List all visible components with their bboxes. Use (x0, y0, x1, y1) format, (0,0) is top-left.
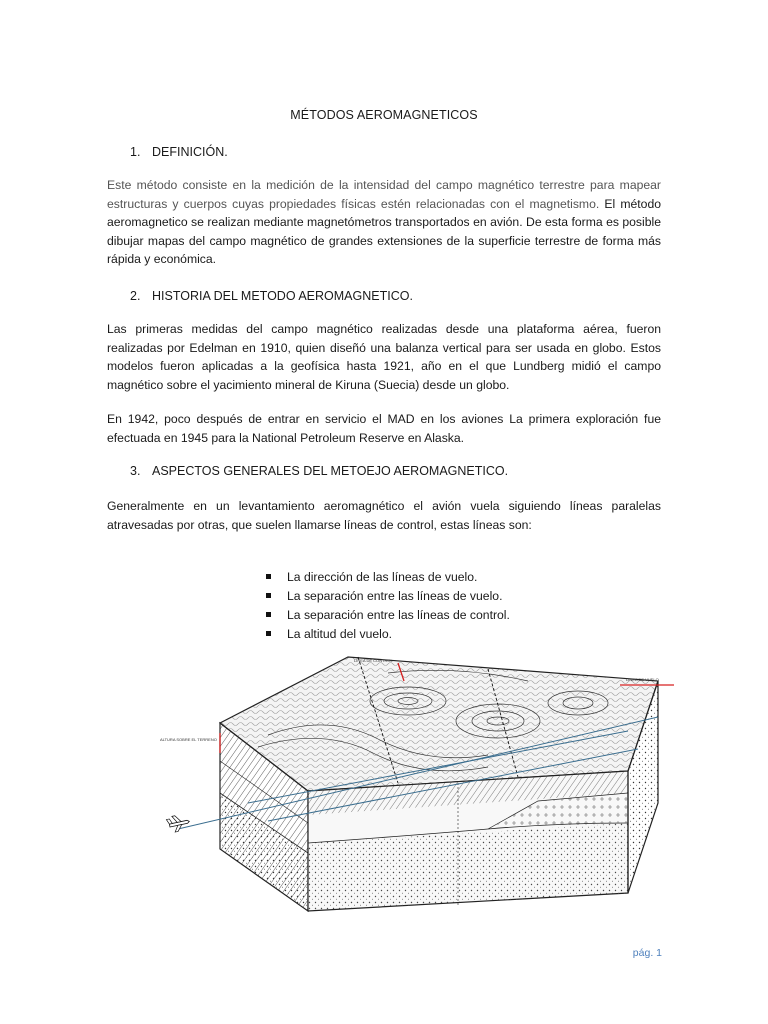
label-flight-line: LINEA DE VUELO (626, 677, 659, 682)
bullet-square-icon (266, 574, 271, 579)
bullet-square-icon (266, 631, 271, 636)
section-title: DEFINICIÓN. (152, 145, 228, 159)
marker-altitude (160, 733, 220, 753)
label-altitude: ALTURA SOBRE EL TERRENO (160, 737, 217, 742)
section-title: ASPECTOS GENERALES DEL METOEJO AEROMAGNETICO. (152, 464, 509, 478)
paragraph-aspectos: Generalmente en un levantamiento aeromagnético el avión vuela siguiendo líneas paralelas atravesadas por otras, que suelen llamarse líneas de control, estas líneas son: (107, 499, 661, 532)
list-item: La altitud del vuelo. (263, 625, 510, 644)
airplane-icon (166, 813, 191, 833)
bullet-square-icon (266, 593, 271, 598)
block-diagram-svg (158, 643, 678, 933)
page-number: pág. 1 (632, 947, 662, 959)
list-item: La dirección de las líneas de vuelo. (263, 568, 510, 587)
bullet-square-icon (266, 612, 271, 617)
bullet-list (263, 568, 510, 644)
page-title: MÉTODOS AEROMAGNETICOS (290, 108, 478, 122)
label-control-line: LINEA DE CONTROL (354, 658, 393, 663)
paragraph-definicion (107, 176, 661, 269)
list-item: La separación entre las líneas de control. (263, 606, 510, 625)
paragraph-definicion-part-b: El método aeromagnetico se realizan mediante magnetómetros transportados en avión. De esta forma es posible dibujar mapas del campo magnético de grandes extensiones de la superficie terrestre de forma más rápida y económica. (107, 196, 661, 266)
paragraph-historia-2: En 1942, poco después de entrar en servicio el MAD en los aviones La primera exploración fue efectuada en 1945 para la National Petroleum Reserve en Alaska. (107, 412, 661, 445)
section-heading-historia (130, 289, 413, 303)
section-heading-aspectos (130, 464, 508, 478)
section-number: 3. (130, 464, 141, 478)
paragraph-definicion-part-a: Este método consiste en la medición de la intensidad del campo magnético terrestre para mapear estructuras y cuerpos cuyas propiedades físicas estén relacionadas con el magnetismo. (107, 178, 661, 211)
section-heading-definicion (130, 145, 228, 159)
section-title: HISTORIA DEL METODO AEROMAGNETICO. (152, 289, 413, 303)
section-number: 2. (130, 289, 141, 303)
section-number: 1. (130, 145, 141, 159)
survey-block-diagram (158, 643, 678, 933)
paragraph-historia-1: Las primeras medidas del campo magnético realizadas desde una plataforma aérea, fueron realizadas por Edelman en 1910, quien diseñó una balanza vertical para ser usada en globo. Estos modelos fueron aplicadas a la geofísica hasta 1921, año en el que Lundberg midió el campo magnético sobre el yacimiento mineral de Kiruna (Suecia) desde un globo. (107, 322, 661, 392)
list-item: La separación entre las líneas de vuelo. (263, 587, 510, 606)
